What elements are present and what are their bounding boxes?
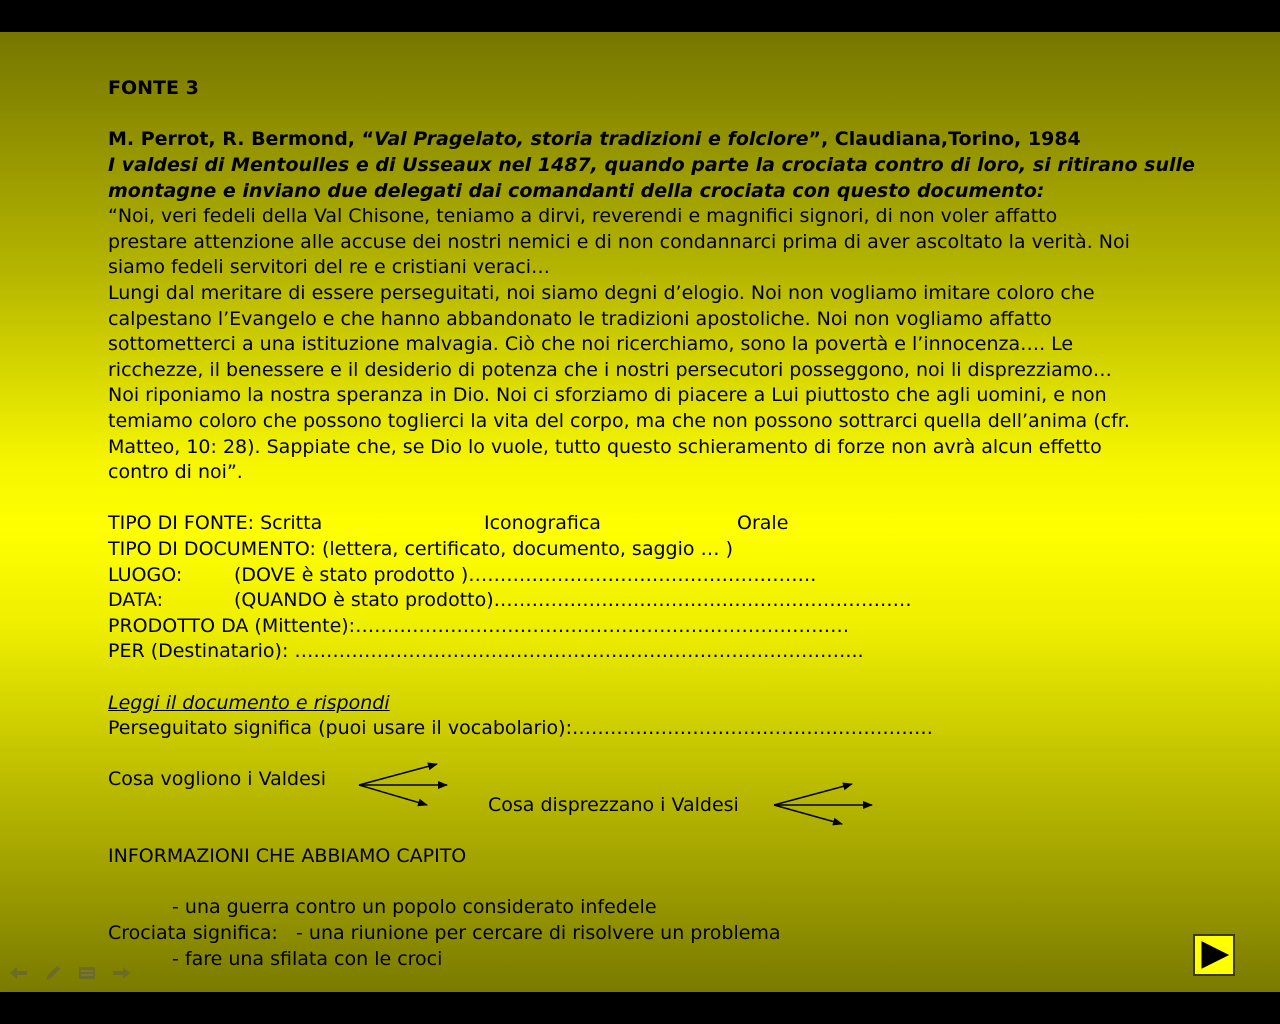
- citation-title: Val Pragelato, storia tradizioni e folclore: [374, 128, 809, 150]
- cosa-vogliono-label: Cosa vogliono i Valdesi: [108, 768, 326, 790]
- perseguitato-question: Perseguitato significa (puoi usare il vocabolario):…………………………………………………: [108, 717, 933, 739]
- luogo-field: (DOVE è stato prodotto )……………………………………………….: [234, 564, 817, 586]
- quote-line: prestare attenzione alle accuse dei nostri nemici e di non condannarci prima di aver ascoltato la verità. Noi: [108, 231, 1130, 253]
- intro-line: I valdesi di Mentoulles e di Usseaux nel 1487, quando parte la crociata contro di loro, si ritirano sulle: [108, 154, 1195, 176]
- tipo-fonte-orale: Orale: [737, 512, 789, 534]
- pen-icon[interactable]: [42, 962, 64, 984]
- quote-line: siamo fedeli servitori del re e cristiani veraci…: [108, 256, 551, 278]
- prodotto-da-field: PRODOTTO DA (Mittente):……………………………………………………………………: [108, 615, 850, 637]
- play-triangle-icon: [1195, 936, 1233, 974]
- luogo-label: LUOGO:: [108, 564, 183, 586]
- quote-line: “Noi, veri fedeli della Val Chisone, teniamo a dirvi, reverendi e magnifici signori, di non voler affatto: [108, 205, 1058, 227]
- next-slide-button[interactable]: [1193, 934, 1235, 976]
- citation: [108, 127, 1081, 151]
- intro-line: montagne e inviano due delegati dai comandanti della crociata con questo documento:: [108, 180, 1045, 202]
- quote-line: Lungi dal meritare di essere perseguitati, noi siamo degni d’elogio. Noi non vogliamo imitare coloro che: [108, 282, 1095, 304]
- tipo-fonte-label: TIPO DI FONTE: Scritta: [108, 512, 323, 534]
- quote-line: temiamo coloro che possono toglierci la vita del corpo, ma che non possono sottrarci quella dell’anima (cfr.: [108, 410, 1130, 432]
- data-field: (QUANDO è stato prodotto)…………………………………………………………: [234, 589, 912, 611]
- quote-line: calpestano l’Evangelo e che hanno abbandonato le tradizioni apostoliche. Noi non vogliamo affatto: [108, 308, 1052, 330]
- source-heading: FONTE 3: [108, 77, 199, 99]
- option-guerra: - una guerra contro un popolo considerato infedele: [172, 896, 657, 918]
- option-sfilata: - fare una sfilata con le croci: [172, 948, 443, 970]
- back-arrow-icon[interactable]: [8, 962, 30, 984]
- quote-line: Noi riponiamo la nostra speranza in Dio. Noi ci sforziamo di piacere a Lui piuttosto che agli uomini, e non: [108, 384, 1107, 406]
- crociata-label: Crociata significa:: [108, 922, 278, 944]
- quote-line: Matteo, 10: 28). Sappiate che, se Dio lo vuole, tutto questo schieramento di forze non avrà alcun effetto: [108, 436, 1102, 458]
- menu-icon[interactable]: [76, 962, 98, 984]
- destinatario-field: PER (Destinatario): ……………………………………………………………………………...: [108, 640, 864, 662]
- vogliono-arrows-icon: [355, 757, 455, 812]
- citation-authors: M. Perrot, R. Bermond, “: [108, 128, 375, 150]
- forward-arrow-icon[interactable]: [110, 962, 132, 984]
- data-label: DATA:: [108, 589, 164, 611]
- citation-publisher: ”, Claudiana,Torino, 1984: [808, 128, 1081, 150]
- tipo-documento: TIPO DI DOCUMENTO: (lettera, certificato, documento, saggio … ): [108, 538, 733, 560]
- quote-line: sottometterci a una istituzione malvagia. Ciò che noi ricerchiamo, sono la povertà e l’innocenza…. Le: [108, 333, 1074, 355]
- option-riunione: - una riunione per cercare di risolvere un problema: [296, 922, 781, 944]
- tipo-fonte-iconografica: Iconografica: [484, 512, 601, 534]
- cosa-disprezzano-label: Cosa disprezzano i Valdesi: [488, 794, 739, 816]
- informazioni-heading: INFORMAZIONI CHE ABBIAMO CAPITO: [108, 845, 467, 867]
- quote-line: contro di noi”.: [108, 461, 243, 483]
- leggi-instruction: Leggi il documento e rispondi: [108, 692, 390, 714]
- slide: [0, 32, 1280, 992]
- quote-line: ricchezze, il benessere e il desiderio di potenza che i nostri persecutori posseggono, noi li disprezziamo…: [108, 359, 1112, 381]
- disprezzano-arrows-icon: [770, 780, 880, 830]
